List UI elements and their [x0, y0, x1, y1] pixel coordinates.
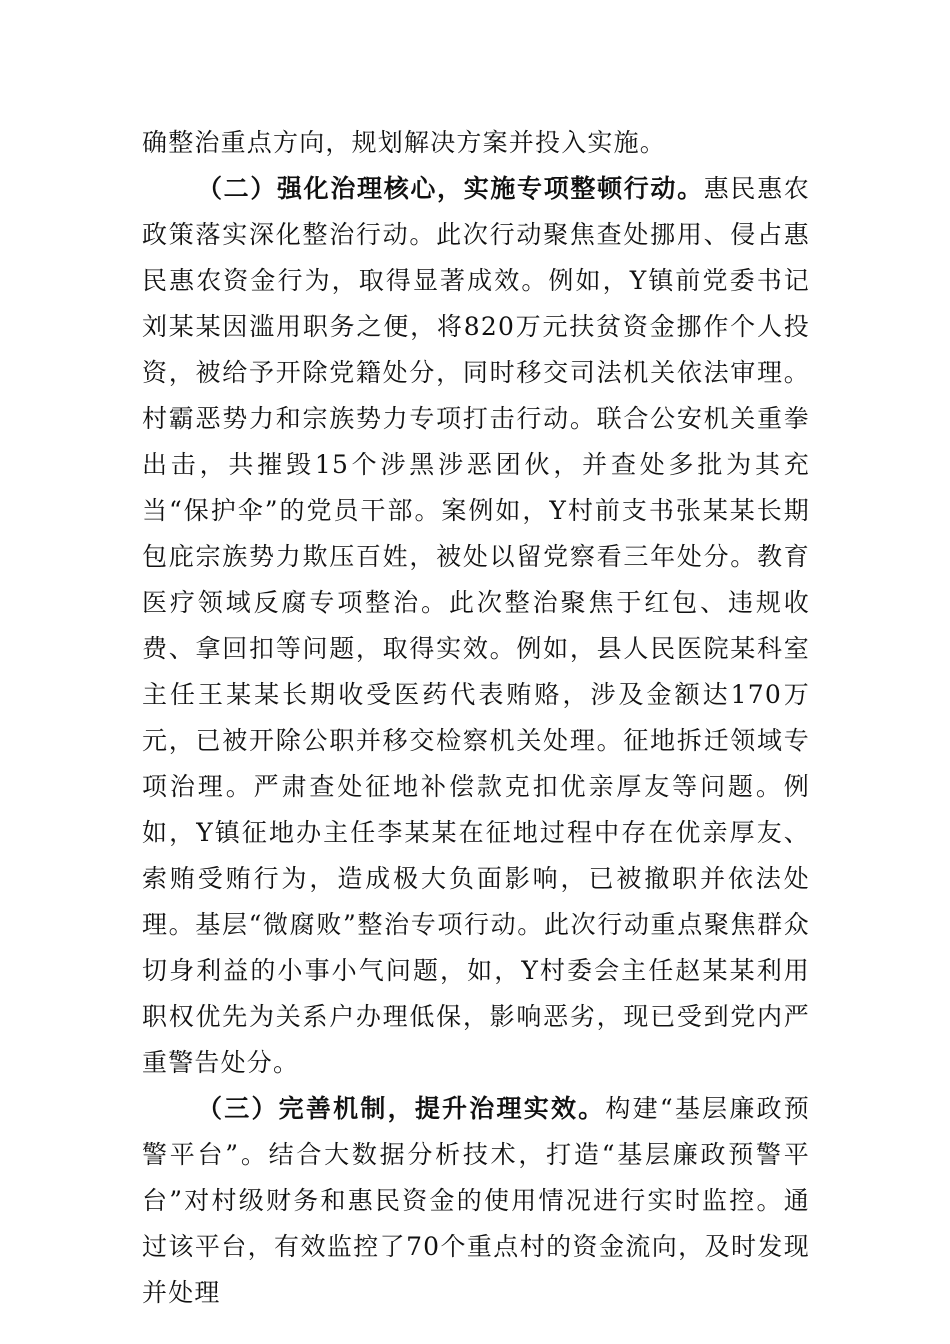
paragraph-1-text: 确整治重点方向，规划解决方案并投入实施。	[142, 128, 667, 157]
section-3-text: 构建“基层廉政预警平台”。结合大数据分析技术，打造“基层廉政预警平台”对村级财务和惠民资金的使用情况进行实时监控。通过该平台，有效监控了70个重点村的资金流向，及时发现并处理	[142, 1094, 810, 1307]
paragraph-section-3	[142, 1086, 810, 1316]
paragraph-continuation	[142, 120, 810, 166]
section-2-text: 惠民惠农政策落实深化整治行动。此次行动聚焦查处挪用、侵占惠民惠农资金行为，取得显著成效。例如，Y镇前党委书记刘某某因滥用职务之便，将820万元扶贫资金挪作个人投资，被给予开除党籍处分，同时移交司法机关依法审理。村霸恶势力和宗族势力专项打击行动。联合公安机关重拳出击，共摧毁15个涉黑涉恶团伙，并查处多批为其充当“保护伞”的党员干部。案例如，Y村前支书张某某长期包庇宗族势力欺压百姓，被处以留党察看三年处分。教育医疗领域反腐专项整治。此次整治聚焦于红包、违规收费、拿回扣等问题，取得实效。例如，县人民医院某科室主任王某某长期收受医药代表贿赂，涉及金额达170万元，已被开除公职并移交检察机关处理。征地拆迁领域专项治理。严肃查处征地补偿款克扣优亲厚友等问题。例如，Y镇征地办主任李某某在征地过程中存在优亲厚友、索贿受贿行为，造成极大负面影响，已被撤职并依法处理。基层“微腐败”整治专项行动。此次行动重点聚焦群众切身利益的小事小气问题，如，Y村委会主任赵某某利用职权优先为关系户办理低保，影响恶劣，现已受到党内严重警告处分。	[142, 174, 810, 1077]
section-3-heading: （三）完善机制，提升治理实效。	[197, 1094, 606, 1123]
paragraph-section-2	[142, 166, 810, 1086]
document-page	[142, 120, 810, 1316]
section-2-heading: （二）强化治理核心，实施专项整顿行动。	[197, 174, 704, 203]
